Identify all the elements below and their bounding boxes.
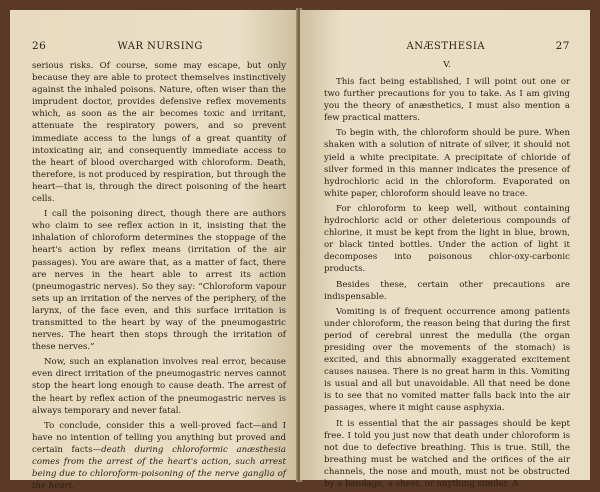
paragraph: It is essential that the air passages should be kept free. I told you just now that death under chloroform is not due to defective breathing. This is true. Still, the breathing must be watched and the orifices of the air channels, the nose and mouth, must not be obstructed by a bandage, a sheet, or anything similar. A: [324, 418, 570, 489]
page-number: 27: [555, 40, 570, 52]
paragraph-plain-text: To conclude, consider this a well-proved fact—and I have no intention of telling you anything but proved and certain facts—: [32, 420, 286, 455]
paragraph: serious risks. Of course, some may escape, but only because they are able to protect themselves instinctively against the inhaled poisons. Nature, often wiser than the imprudent doctor, provides defensive reflex movements which, as soon as the air becomes toxic and irritant, attenuate the respiratory powers, and so prevent immediate access to the lungs of a great quantity of intoxicating air, and consequently immediate access to the heart of blood overcharged with chloroform. Death, therefore, is not produced by respiration, but through the heart—that is, through the direct poisoning of the heart cells.: [32, 61, 286, 205]
paragraph: Now, such an explanation involves real error, because even direct irritation of the pneumogastric nerves cannot stop the heart long enough to cause death. The arrest of the heart by reflex action of the pneumogastric nerves is always temporary and never fatal.: [32, 357, 286, 416]
running-head: WAR NURSING: [117, 41, 203, 52]
paragraph: [32, 420, 286, 492]
section-number: V.: [443, 60, 451, 70]
paragraph: For chloroform to keep well, without containing hydrochloric acid or other deleterious compounds of chlorine, it must be kept from the light in blue, brown, or black tinted bottles. Under the action of light it decomposes into poisonous chlor-oxy-carbonic products.: [324, 203, 570, 275]
right-page: [300, 10, 590, 489]
running-head: ANÆSTHESIA: [406, 41, 486, 52]
paragraph: Vomiting is of frequent occurrence among patients under chloroform, the reason being that during the first period of cerebral unrest the medulla (the organ presiding over the movements of the stomach) is excited, and this abnormally exaggerated excitement causes nausea. There is no great harm in this. Vomiting is usual and all but unavoidable. All that need be done is to see that no vomited matter falls back into the air passages, where it might cause asphyxia.: [324, 306, 570, 414]
right-page-header: [324, 40, 570, 52]
left-page-text: [32, 60, 286, 492]
paragraph: I call the poisoning direct, though there are authors who claim to see reflex action in it, insisting that the inhalation of chloroform determines the stoppage of the heart's action by reflex means (irritation of the air passages). You are aware that, as a matter of fact, there are nerves in the heart able to arrest its action (pneumogastric nerves). So they say: “Chloroform vapour sets up an irritation of the nerves of the periphery, of the larynx, of the face even, and this surface irritation is transmitted to the heart by way of the pneumogastric nerves. The heart then stops through the irritation of these nerves.”: [32, 209, 286, 353]
paragraph: This fact being established, I will point out one or two further precautions for you to take. As I am giving you the theory of anæsthetics, I must also mention a few practical matters.: [324, 77, 570, 124]
left-page-header: [32, 40, 286, 52]
page-number: 26: [32, 40, 47, 52]
open-book: [4, 4, 596, 492]
paragraph-italic-text: death during chloroformic anæsthesia comes from the arrest of the heart's action, such arrest being due to chloroform-poisoning of the nerve ganglia of the heart.: [32, 444, 286, 492]
right-page-text: [324, 76, 570, 490]
left-page: [10, 10, 298, 492]
paragraph: Besides these, certain other precautions are indispensable.: [324, 279, 570, 302]
paragraph: To begin with, the chloroform should be pure. When shaken with a solution of nitrate of silver, it should not yield a white precipitate. A precipitate of chloride of silver formed in this manner indicates the presence of hydrochloric acid in the chloroform. Evaporated on white paper, chloroform should leave no trace.: [324, 128, 570, 199]
